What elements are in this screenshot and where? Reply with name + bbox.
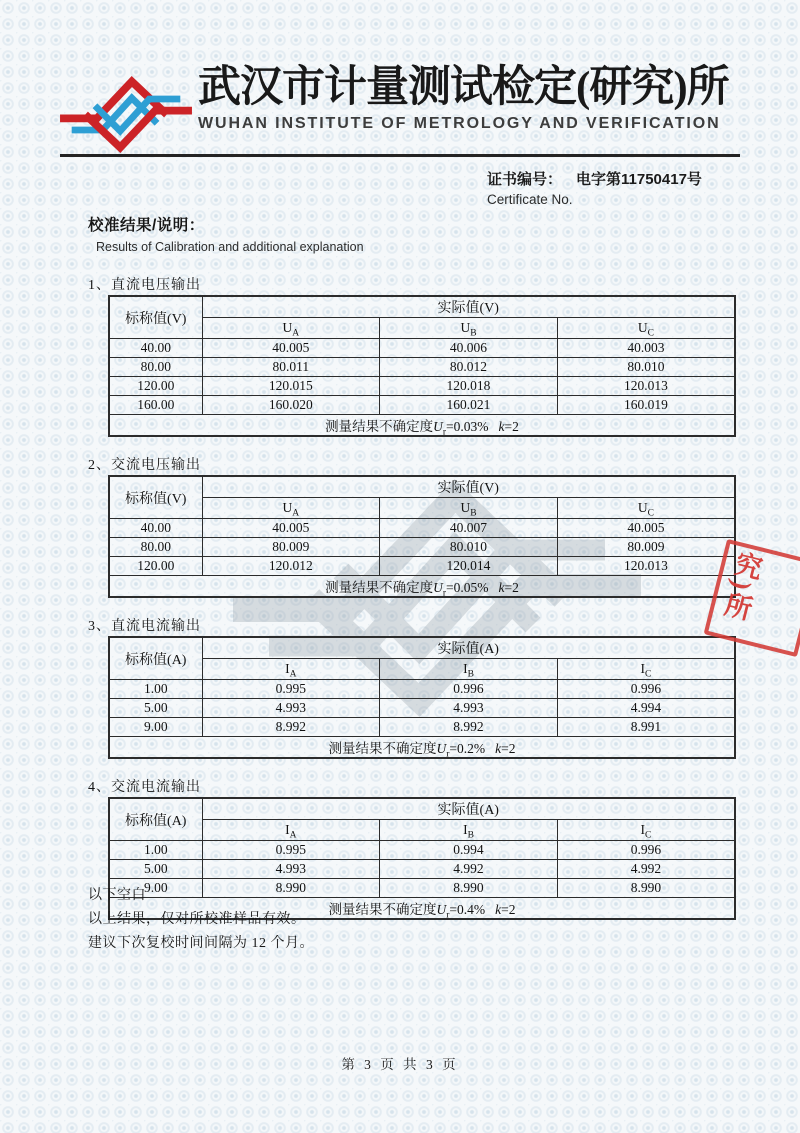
table-caption: 4、交流电流输出 [88, 780, 201, 795]
table-row [109, 377, 735, 396]
table-cell: 40.00 [109, 339, 202, 358]
table-row [109, 339, 735, 358]
table-cell: 4.992 [380, 860, 558, 879]
section-title-en: Results of Calibration and additional explanation [96, 240, 364, 254]
table-cell: 80.009 [557, 538, 735, 557]
table-row [109, 538, 735, 557]
table-row [109, 358, 735, 377]
table-cell: 8.990 [202, 879, 380, 898]
letterhead [58, 64, 742, 168]
table-cell: 160.021 [380, 396, 558, 415]
column-header: $I_B$ [380, 659, 558, 680]
column-header: $U_A$ [202, 498, 380, 519]
table-cell: 4.993 [202, 860, 380, 879]
table-row [109, 519, 735, 538]
certificate-number-label: 证书编号： [487, 171, 563, 188]
results-tables [88, 278, 736, 941]
table-cell: 120.013 [557, 377, 735, 396]
table-cell: 160.020 [202, 396, 380, 415]
table-cell: 5.00 [109, 699, 202, 718]
dc-current-table [108, 636, 736, 759]
table-cell: 40.00 [109, 519, 202, 538]
table-block-dc-voltage [88, 278, 736, 437]
table-cell: 40.006 [380, 339, 558, 358]
table-row [109, 396, 735, 415]
institute-title-en: WUHAN INSTITUTE OF METROLOGY AND VERIFICATION [198, 115, 721, 133]
table-cell: 0.996 [380, 680, 558, 699]
certificate-number-value: 电字第11750417号 [576, 171, 702, 188]
column-header: $I_A$ [202, 820, 380, 841]
column-header: $I_B$ [380, 820, 558, 841]
certificate-number-block [487, 168, 702, 207]
column-header: $I_C$ [557, 820, 735, 841]
table-cell: 9.00 [109, 879, 202, 898]
table-cell: 40.005 [202, 339, 380, 358]
table-cell: 80.011 [202, 358, 380, 377]
table-cell: 80.012 [380, 358, 558, 377]
table-cell: 160.019 [557, 396, 735, 415]
column-header: $U_B$ [380, 318, 558, 339]
table-row [109, 680, 735, 699]
table-cell: 1.00 [109, 841, 202, 860]
column-header: $I_A$ [202, 659, 380, 680]
table-cell: 4.993 [202, 699, 380, 718]
table-cell: 0.996 [557, 841, 735, 860]
table-cell: 120.014 [380, 557, 558, 576]
dc-voltage-table [108, 295, 736, 437]
table-cell: 160.00 [109, 396, 202, 415]
table-cell: 9.00 [109, 718, 202, 737]
page-indicator: 第 3 页 共 3 页 [341, 1057, 459, 1072]
table-cell: 0.994 [380, 841, 558, 860]
certificate-number-label-en: Certificate No. [487, 192, 573, 207]
table-cell: 0.996 [557, 680, 735, 699]
table-cell: 80.010 [557, 358, 735, 377]
table-row [109, 718, 735, 737]
table-cell: 8.992 [202, 718, 380, 737]
section-heading [88, 213, 364, 254]
table-cell: 40.005 [557, 519, 735, 538]
note-recalibration: 建议下次复校时间间隔为 12 个月。 [88, 936, 314, 951]
column-header: $U_C$ [557, 498, 735, 519]
table-cell: 120.013 [557, 557, 735, 576]
table-cell: 1.00 [109, 680, 202, 699]
ac-voltage-table [108, 475, 736, 598]
table-cell: 40.003 [557, 339, 735, 358]
uncertainty-note: 测量结果不确定度$U_r=0.03\%$ k=2 [109, 415, 735, 437]
header-divider [60, 154, 740, 157]
table-caption: 2、交流电压输出 [88, 458, 201, 473]
table-cell: 120.00 [109, 557, 202, 576]
table-cell: 80.00 [109, 358, 202, 377]
table-caption: 1、直流电压输出 [88, 278, 201, 293]
table-cell: 8.992 [380, 718, 558, 737]
section-title-cn: 校准结果/说明： [88, 217, 205, 234]
letterhead-titles [198, 64, 742, 133]
column-header: $U_B$ [380, 498, 558, 519]
uncertainty-note: 测量结果不确定度$U_r=0.4\%$ k=2 [109, 898, 735, 920]
table-cell: 80.009 [202, 538, 380, 557]
nominal-header: 标称值(A) [109, 637, 202, 680]
table-cell: 5.00 [109, 860, 202, 879]
table-cell: 80.00 [109, 538, 202, 557]
red-seal-text: 究)所 [717, 548, 765, 626]
uncertainty-note: 测量结果不确定度$U_r=0.2\%$ k=2 [109, 737, 735, 759]
column-header: $U_C$ [557, 318, 735, 339]
table-row [109, 557, 735, 576]
table-caption: 3、直流电流输出 [88, 619, 201, 634]
table-row [109, 841, 735, 860]
nominal-header: 标称值(V) [109, 296, 202, 339]
table-cell: 4.993 [380, 699, 558, 718]
table-cell: 8.990 [557, 879, 735, 898]
table-cell: 120.018 [380, 377, 558, 396]
institute-logo-icon [58, 66, 198, 168]
table-cell: 120.015 [202, 377, 380, 396]
uncertainty-note: 测量结果不确定度$U_r=0.05\%$ k=2 [109, 576, 735, 598]
table-cell: 40.005 [202, 519, 380, 538]
note-validity: 以上结果，仅对所校准样品有效。 [88, 912, 306, 927]
nominal-header: 标称值(V) [109, 476, 202, 519]
nominal-header: 标称值(A) [109, 798, 202, 841]
table-cell: 8.990 [380, 879, 558, 898]
table-cell: 80.010 [380, 538, 558, 557]
actual-header: 实际值(V) [202, 476, 735, 498]
table-block-dc-current [88, 619, 736, 759]
actual-header: 实际值(A) [202, 637, 735, 659]
table-cell: 0.995 [202, 841, 380, 860]
table-row [109, 699, 735, 718]
table-cell: 4.992 [557, 860, 735, 879]
column-header: $U_A$ [202, 318, 380, 339]
note-blank-below: 以下空白 [88, 888, 146, 903]
closing-notes [88, 884, 314, 956]
table-cell: 0.995 [202, 680, 380, 699]
actual-header: 实际值(V) [202, 296, 735, 318]
table-row [109, 860, 735, 879]
table-cell: 8.991 [557, 718, 735, 737]
actual-header: 实际值(A) [202, 798, 735, 820]
table-cell: 4.994 [557, 699, 735, 718]
table-cell: 120.00 [109, 377, 202, 396]
table-cell: 120.012 [202, 557, 380, 576]
table-block-ac-voltage [88, 458, 736, 598]
institute-title-cn: 武汉市计量测试检定(研究)所 [198, 64, 729, 111]
column-header: $I_C$ [557, 659, 735, 680]
table-cell: 40.007 [380, 519, 558, 538]
